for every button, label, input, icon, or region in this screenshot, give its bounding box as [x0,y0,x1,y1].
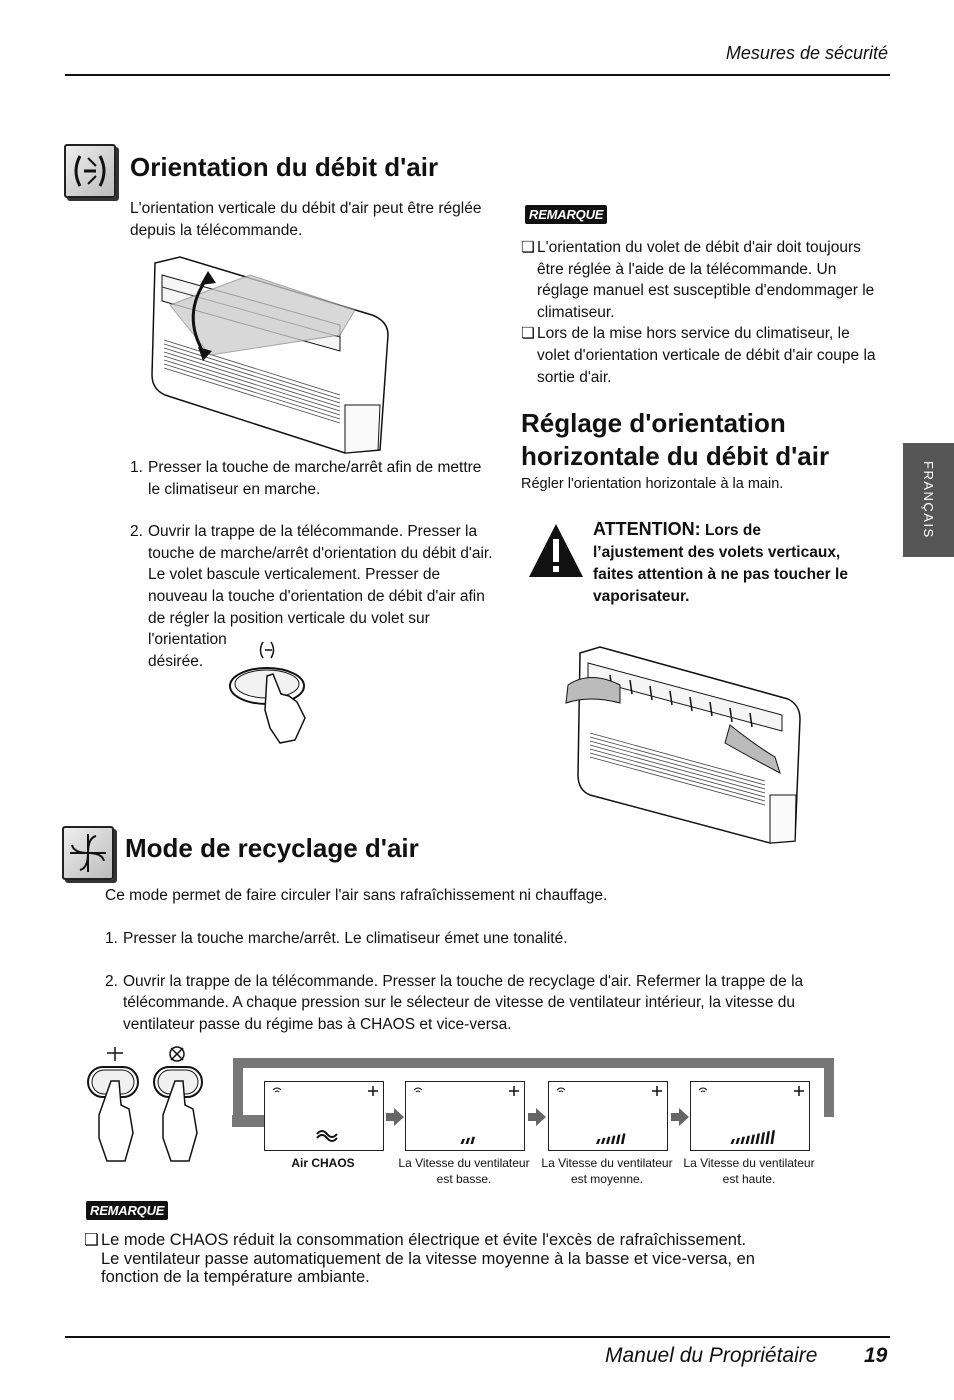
recycle-buttons-illustration [85,1043,220,1168]
fan-speed-bar [771,1130,776,1144]
fan-icon [509,1086,519,1096]
section2-intro: Régler l'orientation horizontale à la main. [521,476,784,492]
fan-speed-bar [741,1137,746,1144]
fan-icon [794,1086,804,1096]
note1-item: ❏ L'orientation du volet de débit d'air doit toujours être réglée à l'aide de la télécommande. Un réglage manuel est susceptible d'endommager le climatiseur. [521,239,875,321]
note1-item: ❏ Lors de la mise hors service du climatiseur, le volet d'orientation verticale de débit d'air coupe la sortie d'air. [521,325,876,386]
section3-intro: Ce mode permet de faire circuler l'air sans rafraîchissement ni chauffage. [105,887,608,904]
signal-icon [273,1088,281,1092]
section1-steps [130,457,510,672]
section3-steps [105,928,885,1035]
fan-speed-bar [751,1135,756,1144]
fan-icon [368,1086,378,1096]
fan-icon [652,1086,662,1096]
lcd-display [690,1081,810,1151]
signal-icon [414,1088,422,1092]
fan-speed-bar [746,1136,751,1144]
sequence-arrow-icon [527,1107,547,1127]
language-tab [903,443,954,557]
fan-speed-bar [461,1139,466,1144]
swing-button-press-illustration [225,638,315,748]
lcd-screen [406,1082,524,1150]
header-rule [65,74,890,76]
step-2: 2. Ouvrir la trappe de la télécommande. Presser la touche de marche/arrêt d'orientation du débit d'air. Le volet bascule verticalement. Presser de nouveau la touche d'orientation de débit d'air afin de régler la position verticale du volet sur l'orientation désirée. [130,523,493,670]
note-label: REMARQUE [525,205,607,224]
fan-speed-bar [736,1138,741,1144]
sequence-arrow-icon [670,1107,690,1127]
lcd-screen [691,1082,809,1150]
fan-speed-bar [471,1137,476,1144]
section-title-horizontal: Réglage d'orientation horizontale du débit d'air [521,408,830,471]
step-1: 1. Presser la touche de marche/arrêt afin de mettre le climatiseur en marche. [130,459,482,498]
fan-speed-bar [596,1139,601,1144]
lcd-display [548,1081,668,1151]
footer-rule [65,1336,890,1338]
fan-speed-bar [466,1138,471,1144]
lcd-screen [549,1082,667,1150]
display-caption: La Vitesse du ventilateur est haute. [683,1156,815,1186]
note1-list [521,237,901,388]
fan-symbol-icon [107,1047,123,1061]
step-1: 1. Presser la touche marche/arrêt. Le climatiseur émet une tonalité. [105,930,568,947]
lcd-display [264,1081,384,1151]
display-caption: La Vitesse du ventilateur est moyenne. [541,1156,673,1186]
footer-title: Manuel du Propriétaire [605,1344,818,1367]
fan-speed-bar [761,1132,766,1144]
lcd-screen [265,1082,383,1150]
display-caption: La Vitesse du ventilateur est basse. [398,1156,530,1186]
unit-vertical-airflow-illustration [140,255,395,455]
fan-speed-bar [611,1136,616,1144]
fan-speed-bar [756,1134,761,1145]
air-recirculation-icon [62,826,114,880]
running-header: Mesures de sécurité [725,43,888,63]
warning-icon [527,522,585,580]
lcd-display [405,1081,525,1151]
language-tab-label: FRANÇAIS [921,461,936,539]
airflow-direction-icon [64,144,116,198]
fan-speed-symbol-icon [170,1047,184,1061]
display-caption: Air CHAOS [291,1156,355,1170]
note2-block [84,1231,884,1287]
note2-item: ❏ Le mode CHAOS réduit la consommation électrique et évite l'excès de rafraîchissement. Le ventilateur passe automatiquement de la vitesse moyenne à la basse et vice-versa, en fonction de la température ambiante. [84,1231,755,1286]
attention-block: ATTENTION: Lors de l’ajustement des volets verticaux, faites attention à ne pas toucher le vaporisateur. [593,519,848,605]
section-title-recycle: Mode de recyclage d'air [125,833,419,863]
note-label: REMARQUE [86,1201,168,1220]
section-title-airflow: Orientation du débit d'air [130,152,439,182]
fan-speed-bar [601,1138,606,1144]
signal-icon [557,1088,565,1092]
unit-horizontal-louver-illustration [560,645,805,845]
fan-speed-bar [616,1135,621,1144]
fan-speed-bar [731,1139,736,1144]
attention-label: ATTENTION: [593,519,701,539]
fan-speed-bar [766,1131,771,1144]
signal-icon [699,1088,707,1092]
chaos-wind-icon [317,1131,337,1141]
page-number: 19 [864,1344,888,1367]
swing-symbol-icon [261,642,274,658]
fan-speed-bar [621,1134,626,1145]
fan-speed-bar [606,1137,611,1144]
step-2: 2. Ouvrir la trappe de la télécommande. Presser la touche de recyclage d'air. Refermer la trappe de la télécommande. A chaque pression sur le sélecteur de vitesse de ventilateur intérieur, la vitesse du ventilateur passe du régime bas à CHAOS et vice-versa. [105,972,804,1033]
section1-intro: L'orientation verticale du débit d'air peut être réglée depuis la télécommande. [130,200,482,239]
sequence-arrow-icon [385,1107,405,1127]
